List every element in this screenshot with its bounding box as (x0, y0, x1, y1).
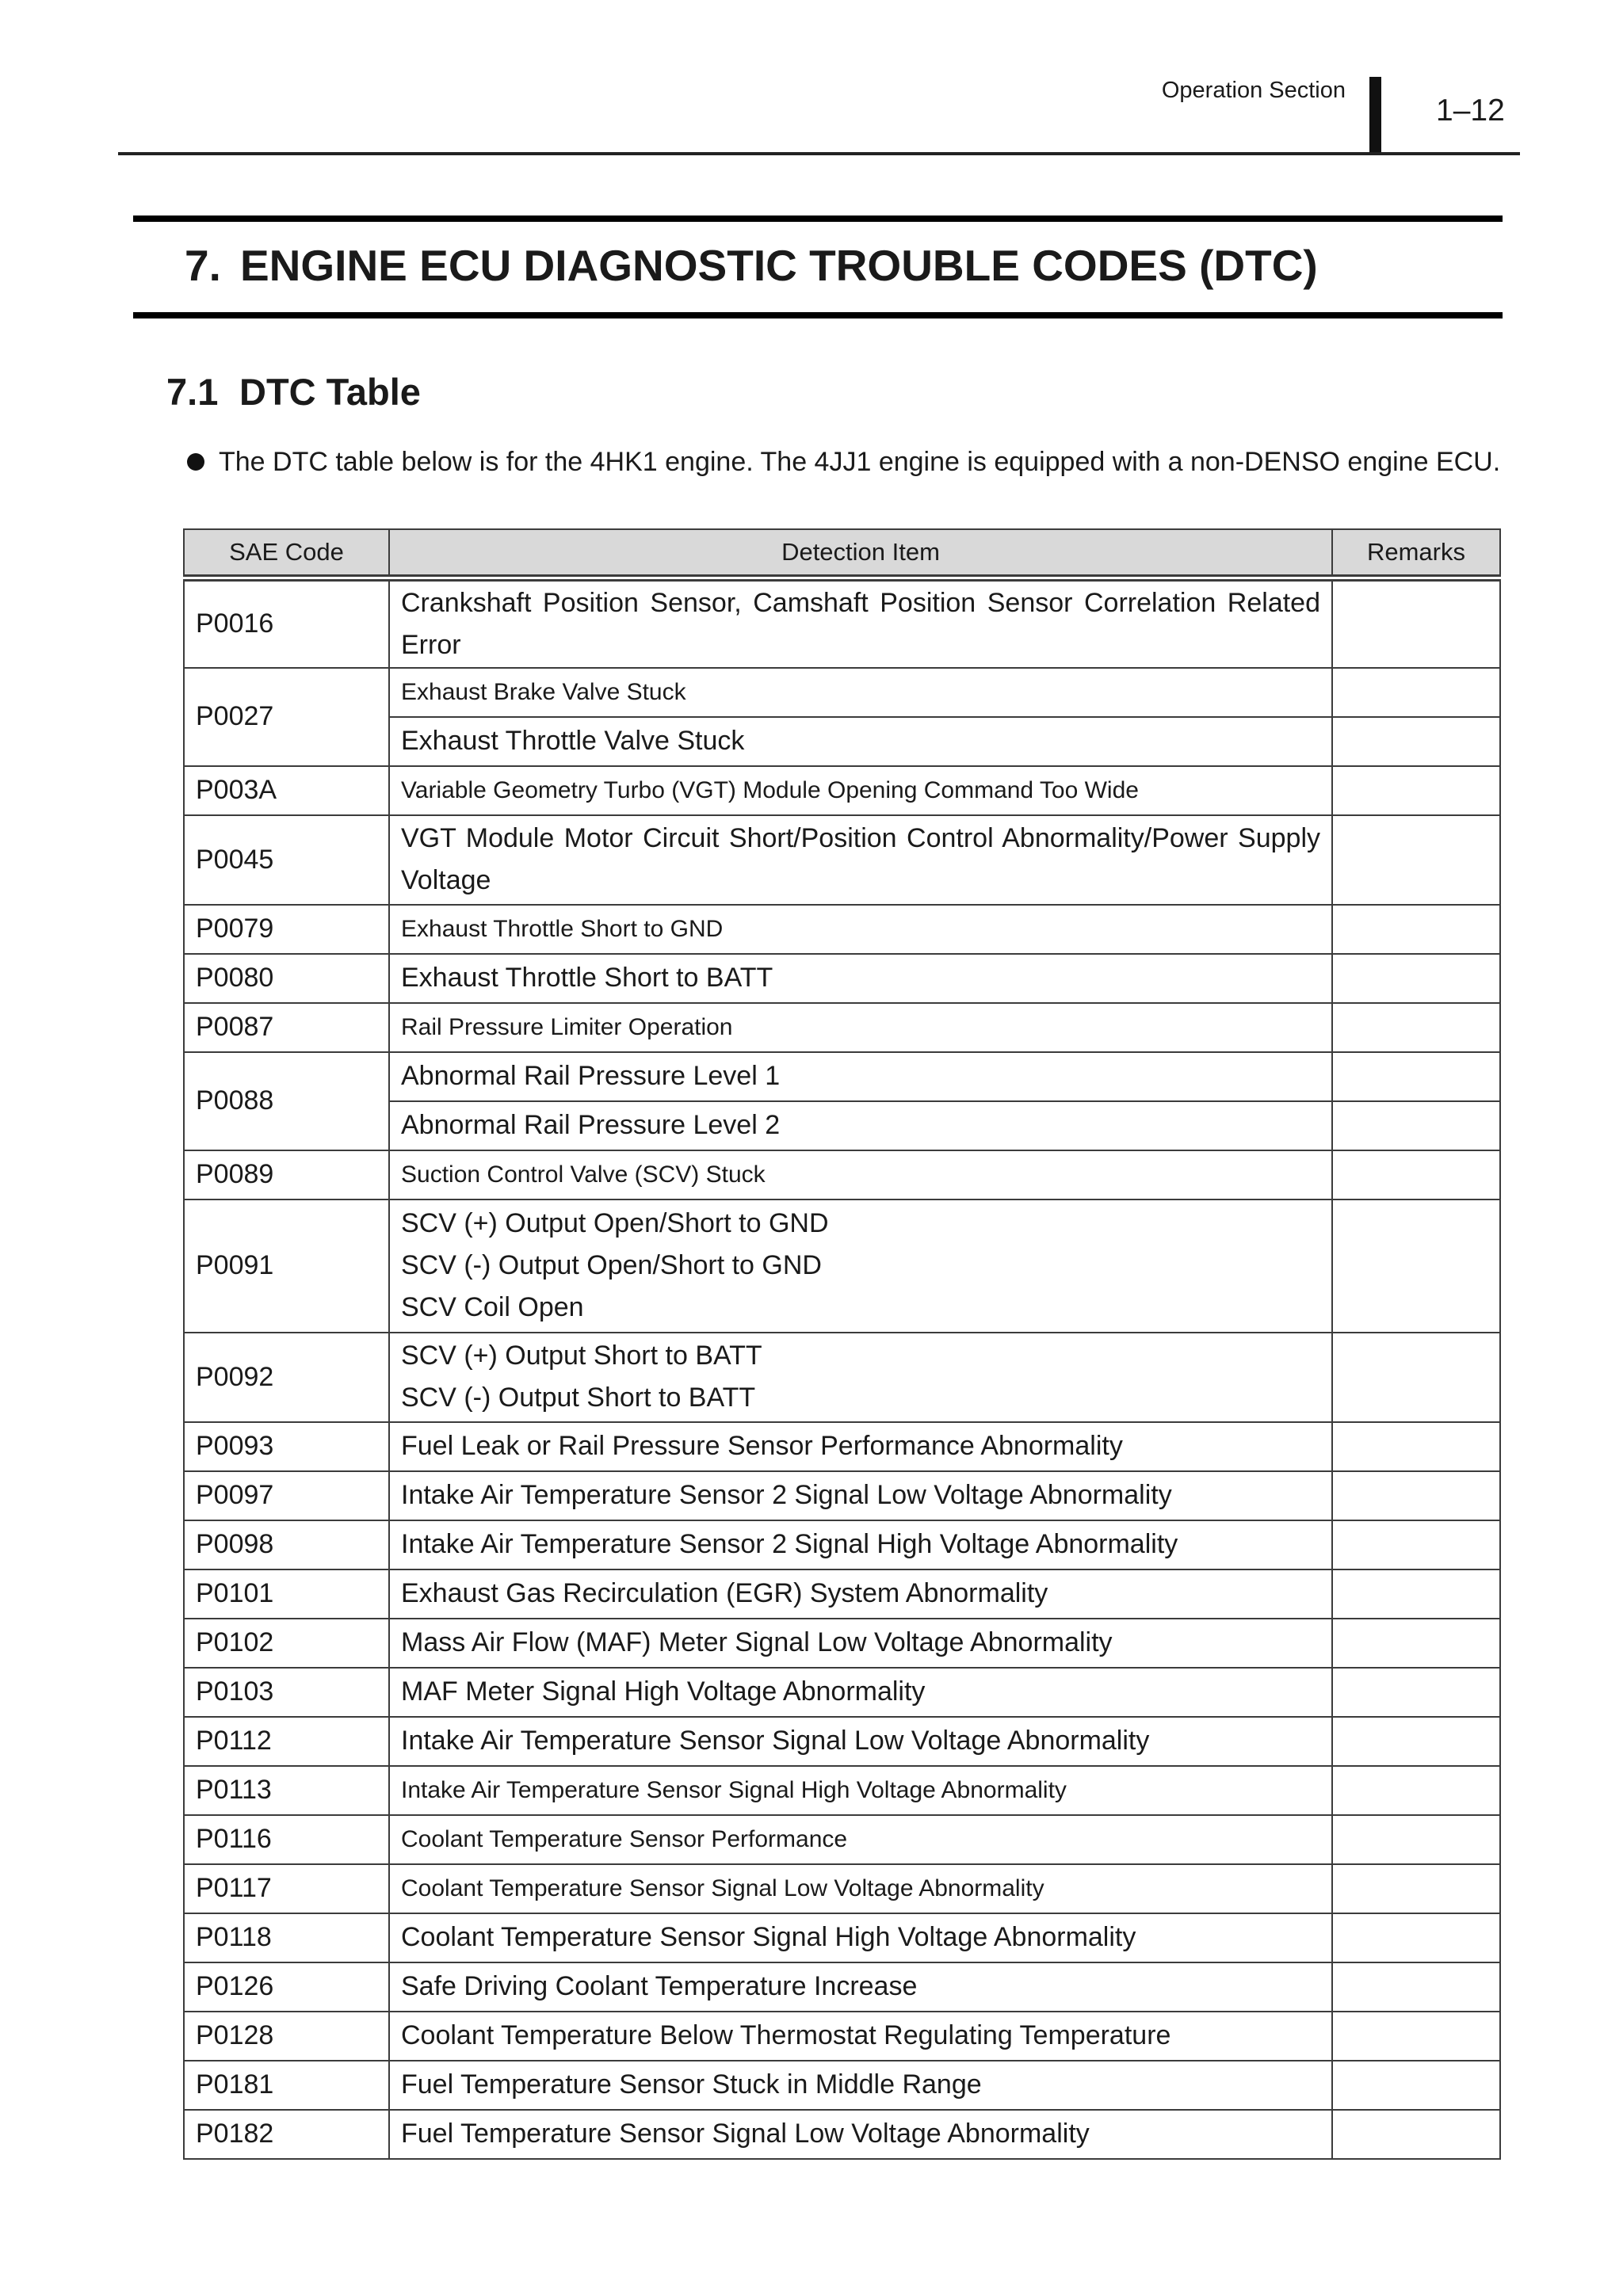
detection-item: Safe Driving Coolant Temperature Increase (389, 1962, 1332, 2012)
remarks-cell (1332, 766, 1500, 815)
sae-code: P0093 (184, 1422, 389, 1471)
sae-code: P0181 (184, 2061, 389, 2110)
table-row (184, 905, 1500, 954)
detection-item: Fuel Leak or Rail Pressure Sensor Performance Abnormality (389, 1422, 1332, 1471)
table-row (184, 1815, 1500, 1864)
column-header-remarks: Remarks (1332, 529, 1500, 578)
remarks-cell (1332, 954, 1500, 1003)
table-row (184, 954, 1500, 1003)
detection-line: SCV (+) Output Open/Short to GND (401, 1208, 829, 1238)
detection-item: Exhaust Throttle Short to BATT (389, 954, 1332, 1003)
table-row (184, 1569, 1500, 1619)
header-bar (1369, 77, 1381, 154)
remarks-cell (1332, 2110, 1500, 2159)
header-rule (118, 152, 1520, 155)
detection-item: Abnormal Rail Pressure Level 2 (389, 1101, 1332, 1150)
sae-code: P0097 (184, 1471, 389, 1520)
dtc-table (183, 528, 1501, 2160)
remarks-cell (1332, 668, 1500, 717)
bullet-icon (187, 453, 204, 471)
detection-line: SCV (+) Output Short to BATT (401, 1341, 762, 1371)
sae-code: P0027 (184, 668, 389, 766)
remarks-cell (1332, 1913, 1500, 1962)
sae-code: P0117 (184, 1864, 389, 1913)
table-row (184, 2061, 1500, 2110)
table-row (184, 1619, 1500, 1668)
detection-item: Coolant Temperature Sensor Signal High Voltage Abnormality (389, 1913, 1332, 1962)
table-row (184, 1150, 1500, 1199)
detection-item: Exhaust Throttle Short to GND (389, 905, 1332, 954)
sae-code: P003A (184, 766, 389, 815)
detection-item: Rail Pressure Limiter Operation (389, 1003, 1332, 1052)
remarks-cell (1332, 1668, 1500, 1717)
detection-item (389, 1199, 1332, 1333)
remarks-cell (1332, 1101, 1500, 1150)
detection-item: Exhaust Throttle Valve Stuck (389, 717, 1332, 766)
remarks-cell (1332, 1003, 1500, 1052)
table-row (184, 2012, 1500, 2061)
page-number: 1–12 (1436, 93, 1505, 128)
table-row (184, 578, 1500, 668)
sae-code: P0101 (184, 1569, 389, 1619)
remarks-cell (1332, 1333, 1500, 1422)
table-header-row (184, 529, 1500, 578)
subsection-title: DTC Table (239, 371, 421, 413)
remarks-cell (1332, 1962, 1500, 2012)
detection-line: SCV Coil Open (401, 1292, 584, 1322)
remarks-cell (1332, 1864, 1500, 1913)
sae-code: P0098 (184, 1520, 389, 1569)
detection-item: VGT Module Motor Circuit Short/Position Control Abnormality/Power Supply Voltage (389, 815, 1332, 905)
remarks-cell (1332, 1052, 1500, 1101)
sae-code: P0087 (184, 1003, 389, 1052)
remarks-cell (1332, 1569, 1500, 1619)
sae-code: P0079 (184, 905, 389, 954)
sae-code: P0088 (184, 1052, 389, 1150)
column-header-item: Detection Item (389, 529, 1332, 578)
table-row (184, 1668, 1500, 1717)
remarks-cell (1332, 905, 1500, 954)
note-text: The DTC table below is for the 4HK1 engine. The 4JJ1 engine is equipped with a non-DENSO engine ECU. (219, 447, 1501, 477)
remarks-cell (1332, 1471, 1500, 1520)
subsection-number: 7.1 (166, 371, 219, 413)
sae-code: P0080 (184, 954, 389, 1003)
detection-item: Exhaust Brake Valve Stuck (389, 668, 1332, 717)
detection-item: Coolant Temperature Below Thermostat Regulating Temperature (389, 2012, 1332, 2061)
table-row (184, 1471, 1500, 1520)
remarks-cell (1332, 1520, 1500, 1569)
detection-item: Intake Air Temperature Sensor 2 Signal High Voltage Abnormality (389, 1520, 1332, 1569)
detection-line: SCV (-) Output Open/Short to GND (401, 1250, 822, 1280)
chapter-number: 7. (185, 241, 221, 290)
remarks-cell (1332, 1717, 1500, 1766)
table-row (184, 1199, 1500, 1333)
sae-code: P0116 (184, 1815, 389, 1864)
sae-code: P0045 (184, 815, 389, 905)
sae-code: P0182 (184, 2110, 389, 2159)
detection-line: SCV (-) Output Short to BATT (401, 1383, 756, 1413)
detection-item: Coolant Temperature Sensor Signal Low Voltage Abnormality (389, 1864, 1332, 1913)
detection-item: Intake Air Temperature Sensor 2 Signal Low Voltage Abnormality (389, 1471, 1332, 1520)
remarks-cell (1332, 578, 1500, 668)
table-row (184, 1422, 1500, 1471)
remarks-cell (1332, 1766, 1500, 1815)
sae-code: P0126 (184, 1962, 389, 2012)
chapter-title: ENGINE ECU DIAGNOSTIC TROUBLE CODES (DTC) (240, 241, 1318, 290)
sae-code: P0118 (184, 1913, 389, 1962)
detection-item: Intake Air Temperature Sensor Signal High Voltage Abnormality (389, 1766, 1332, 1815)
sae-code: P0089 (184, 1150, 389, 1199)
section-label: Operation Section (1161, 78, 1346, 103)
detection-item: Suction Control Valve (SCV) Stuck (389, 1150, 1332, 1199)
table-row (184, 1052, 1500, 1101)
sae-code: P0128 (184, 2012, 389, 2061)
sae-code: P0016 (184, 578, 389, 668)
table-row (184, 766, 1500, 815)
sae-code: P0102 (184, 1619, 389, 1668)
remarks-cell (1332, 815, 1500, 905)
column-header-code: SAE Code (184, 529, 389, 578)
detection-item (389, 1333, 1332, 1422)
detection-item: Intake Air Temperature Sensor Signal Low Voltage Abnormality (389, 1717, 1332, 1766)
table-row (184, 1766, 1500, 1815)
sae-code: P0113 (184, 1766, 389, 1815)
table-row (184, 1962, 1500, 2012)
table-row (184, 1520, 1500, 1569)
remarks-cell (1332, 717, 1500, 766)
detection-item: Crankshaft Position Sensor, Camshaft Position Sensor Correlation Related Error (389, 578, 1332, 668)
sae-code: P0112 (184, 1717, 389, 1766)
remarks-cell (1332, 1619, 1500, 1668)
remarks-cell (1332, 1199, 1500, 1333)
table-row (184, 668, 1500, 717)
remarks-cell (1332, 1422, 1500, 1471)
detection-item: Variable Geometry Turbo (VGT) Module Opening Command Too Wide (389, 766, 1332, 815)
detection-item: Abnormal Rail Pressure Level 1 (389, 1052, 1332, 1101)
detection-item: Fuel Temperature Sensor Signal Low Voltage Abnormality (389, 2110, 1332, 2159)
table-row (184, 1913, 1500, 1962)
table-row (184, 815, 1500, 905)
sae-code: P0103 (184, 1668, 389, 1717)
remarks-cell (1332, 1150, 1500, 1199)
sae-code: P0091 (184, 1199, 389, 1333)
detection-item: Mass Air Flow (MAF) Meter Signal Low Voltage Abnormality (389, 1619, 1332, 1668)
table-row (184, 1864, 1500, 1913)
title-rule-bottom (133, 312, 1503, 318)
sae-code: P0092 (184, 1333, 389, 1422)
table-row (184, 1333, 1500, 1422)
title-rule-top (133, 215, 1503, 222)
table-row (184, 2110, 1500, 2159)
detection-item: MAF Meter Signal High Voltage Abnormality (389, 1668, 1332, 1717)
detection-item: Exhaust Gas Recirculation (EGR) System Abnormality (389, 1569, 1332, 1619)
table-row (184, 1717, 1500, 1766)
remarks-cell (1332, 2012, 1500, 2061)
remarks-cell (1332, 2061, 1500, 2110)
table-row (184, 1003, 1500, 1052)
remarks-cell (1332, 1815, 1500, 1864)
detection-item: Fuel Temperature Sensor Stuck in Middle Range (389, 2061, 1332, 2110)
detection-item: Coolant Temperature Sensor Performance (389, 1815, 1332, 1864)
